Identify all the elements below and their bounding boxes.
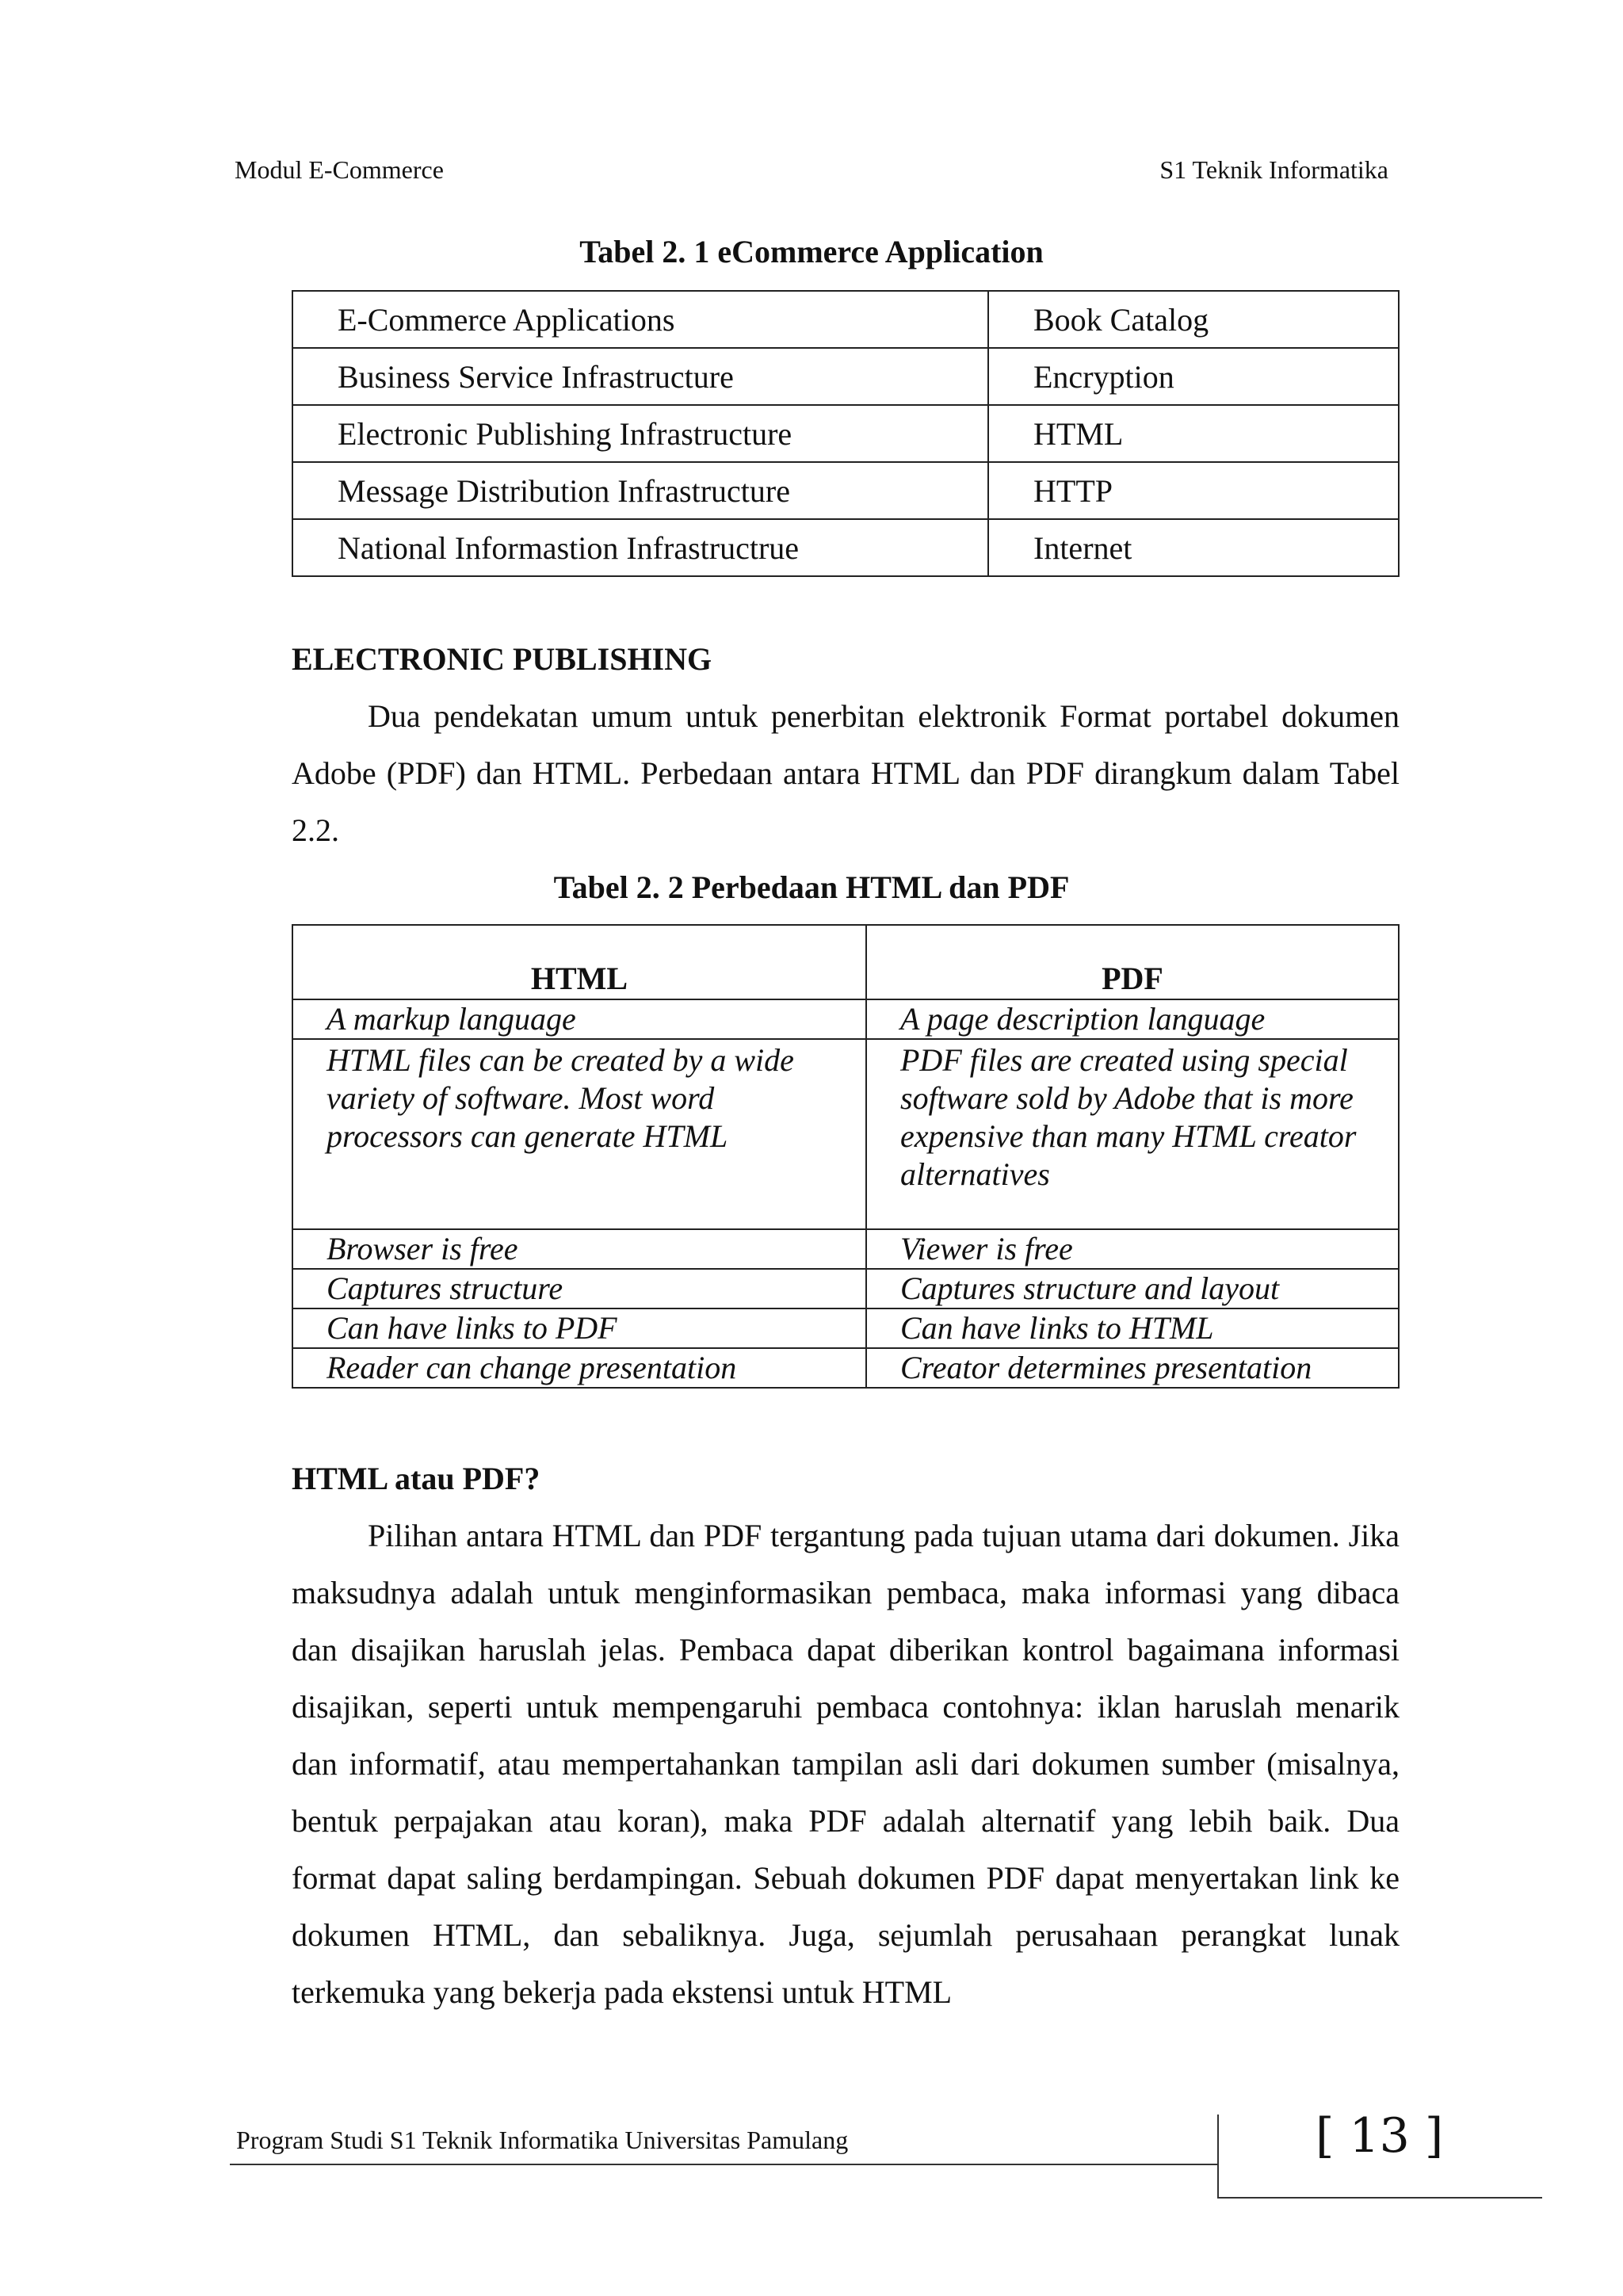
table-cell: Browser is free [292, 1229, 866, 1269]
header-module-title: Modul E-Commerce [235, 155, 444, 184]
table-row [292, 1039, 1399, 1229]
section-paragraph: Dua pendekatan umum untuk penerbitan elektronik Format portabel dokumen Adobe (PDF) dan HTML. Perbedaan antara HTML dan PDF dirangkum dalam Tabel 2.2. [292, 698, 1400, 848]
column-header-html: HTML [292, 925, 866, 999]
footer-divider-right [1217, 2197, 1542, 2199]
table-header-row [292, 925, 1399, 999]
table-row [292, 462, 1399, 519]
table-cell: A page description language [866, 999, 1399, 1039]
table-row [292, 999, 1399, 1039]
section-paragraph: Pilihan antara HTML dan PDF tergantung pada tujuan utama dari dokumen. Jika maksudnya adalah untuk menginformasikan pembaca, maka informasi yang dibaca dan disajikan haruslah jelas. Pembaca dapat diberikan kontrol bagaimana informasi disajikan, seperti untuk mempengaruhi pembaca contohnya: iklan haruslah menarik dan informatif, atau mempertahankan tampilan asli dari dokumen sumber (misalnya, bentuk perpajakan atau koran), maka PDF adalah alternatif yang lebih baik. Dua format dapat saling berdampingan. Sebuah dokumen PDF dapat menyertakan link ke dokumen HTML, dan sebaliknya. Juga, sejumlah perusahaan perangkat lunak terkemuka yang bekerja pada ekstensi untuk HTML [292, 1518, 1400, 2010]
footer-institution: Program Studi S1 Teknik Informatika Universitas Pamulang [236, 2126, 849, 2154]
table-cell: National Informastion Infrastructrue [292, 519, 988, 576]
table-cell: Reader can change presentation [292, 1348, 866, 1388]
section-heading-electronic-publishing: ELECTRONIC PUBLISHING [292, 641, 712, 677]
table-cell: Business Service Infrastructure [292, 348, 988, 405]
table-cell: A markup language [292, 999, 866, 1039]
table-cell: PDF files are created using special software sold by Adobe that is more expensive than many HTML creator alternatives [866, 1039, 1399, 1229]
table-row [292, 1308, 1399, 1348]
table-row [292, 405, 1399, 462]
table-cell: HTTP [988, 462, 1399, 519]
section-heading-html-or-pdf: HTML atau PDF? [292, 1461, 540, 1496]
header-program: S1 Teknik Informatika [1159, 155, 1388, 184]
table1-caption: Tabel 2. 1 eCommerce Application [579, 234, 1044, 269]
table-cell: HTML [988, 405, 1399, 462]
table-cell: Can have links to HTML [866, 1308, 1399, 1348]
table-cell: Message Distribution Infrastructure [292, 462, 988, 519]
column-header-pdf: PDF [866, 925, 1399, 999]
table-row [292, 519, 1399, 576]
table-row [292, 1229, 1399, 1269]
table-cell: E-Commerce Applications [292, 291, 988, 348]
table-cell: Book Catalog [988, 291, 1399, 348]
table-cell: Can have links to PDF [292, 1308, 866, 1348]
table-cell: Internet [988, 519, 1399, 576]
table2-caption: Tabel 2. 2 Perbedaan HTML dan PDF [553, 869, 1070, 905]
table-row [292, 1348, 1399, 1388]
table-cell: Captures structure and layout [866, 1269, 1399, 1308]
html-pdf-comparison-table [292, 924, 1400, 1389]
table-row [292, 1269, 1399, 1308]
page-number: [ 13 ] [1316, 2108, 1444, 2164]
table-cell: Electronic Publishing Infrastructure [292, 405, 988, 462]
table-cell: Viewer is free [866, 1229, 1399, 1269]
ecommerce-application-table [292, 290, 1400, 577]
table-row [292, 291, 1399, 348]
footer-vertical-divider [1217, 2115, 1219, 2199]
table-row [292, 348, 1399, 405]
footer-divider [230, 2164, 1217, 2165]
table-cell: Creator determines presentation [866, 1348, 1399, 1388]
table-cell: HTML files can be created by a wide variety of software. Most word processors can generate HTML [292, 1039, 866, 1229]
table-cell: Encryption [988, 348, 1399, 405]
table-cell: Captures structure [292, 1269, 866, 1308]
